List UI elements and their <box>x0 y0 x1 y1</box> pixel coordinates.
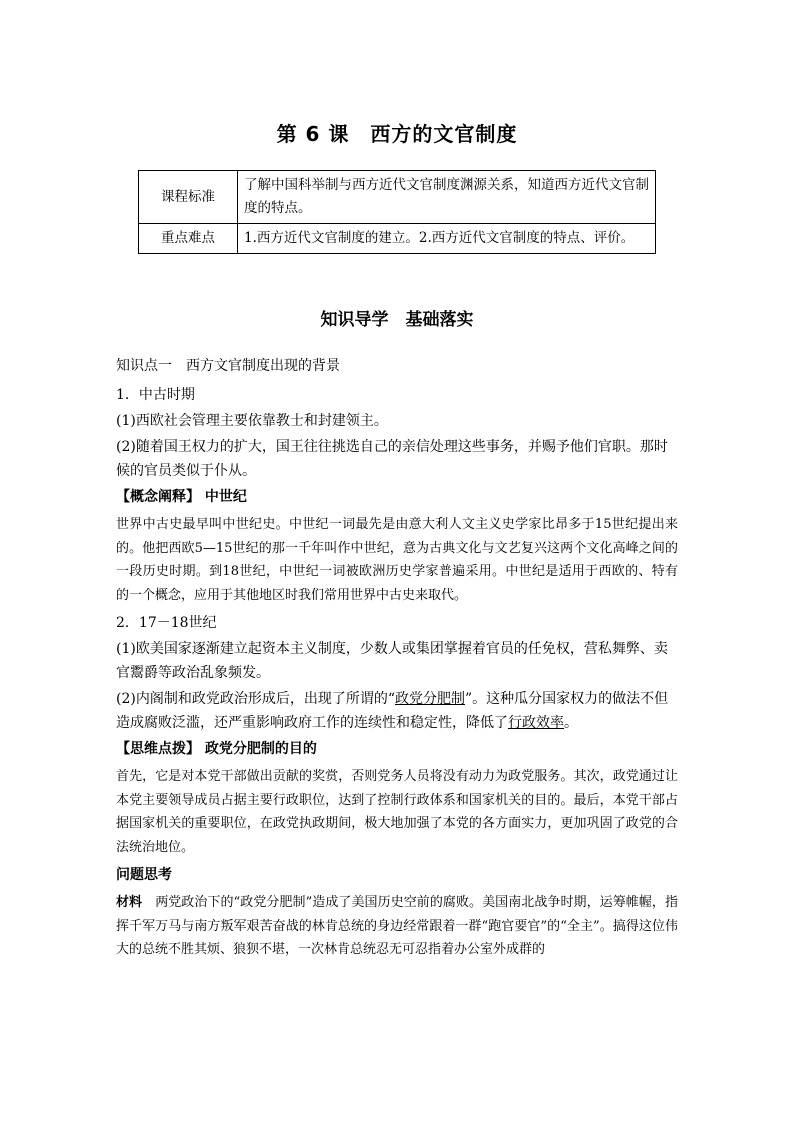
material-label: 材料 <box>116 895 143 910</box>
text-segment: ”。这种瓜分国家权力的做法不但造成腐败泛滥，还严重影响政府工作的连续性和稳定性，降低了 <box>116 691 669 731</box>
table-row <box>139 171 656 224</box>
table-value-cell: 1.西方近代文官制度的建立。2.西方近代文官制度的特点、评价。 <box>238 224 656 254</box>
thinking-tip-note: 首先，它是对本党干部做出贡献的奖赏，否则党务人员将没有动力为政党服务。其次，政党通过让本党主要领导成员占据主要行政职位，达到了控制行政体系和国家机关的目的。最后，本党干部占据国家机关的重要职位，在政党执政期间，极大地加强了本党的各方面实力，更加巩固了政党的合法统治地位。 <box>116 769 678 855</box>
question-heading: 问题思考 <box>116 867 172 883</box>
table-row <box>139 224 656 254</box>
text-segment: 。 <box>564 715 578 731</box>
thinking-tip-tag: 【思维点拨】 政党分肥制的目的 <box>116 741 317 757</box>
paragraph: (2)随着国王权力的扩大，国王往往挑选自己的亲信处理这些事务，并赐予他们官职。那时候的官员类似于仆从。 <box>116 439 668 479</box>
underlined-term: 政党分肥制 <box>395 691 465 707</box>
subheading-17-18-century: 2．17－18世纪 <box>116 615 217 631</box>
section-title: 知识导学 基础落实 <box>320 310 474 330</box>
text-segment: (2)内阁制和政党政治形成后，出现了所谓的“ <box>116 691 395 707</box>
material-note <box>116 891 678 962</box>
table-value-cell: 了解中国科举制与西方近代文官制度渊源关系，知道西方近代文官制度的特点。 <box>238 171 656 224</box>
lesson-title: 第 6 课 西方的文官制度 <box>276 122 518 146</box>
underlined-term: 行政效率 <box>508 715 564 731</box>
paragraph: (1)西欧社会管理主要依靠教士和封建领主。 <box>116 413 388 429</box>
material-text: 两党政治下的“政党分肥制”造成了美国历史空前的腐败。美国南北战争时期，运筹帷幄，指挥千军万马与南方叛军艰苦奋战的林肯总统的身边经常跟着一群“跑官要官”的“全主”。搞得这位伟大的总统不胜其烦、狼狈不堪，一次林肯总统忍无可忍指着办公室外成群的 <box>116 895 678 957</box>
main-content <box>116 354 678 966</box>
paragraph-spoils-system <box>116 687 678 735</box>
subheading-medieval: 1．中古时期 <box>116 387 195 403</box>
concept-tag: 【概念阐释】 中世纪 <box>116 489 247 505</box>
table-key-cell: 课程标准 <box>139 171 238 224</box>
concept-note: 世界中古史最早叫中世纪史。中世纪一词最先是由意大利人文主义史学家比昂多于15世纪提出来的。他把西欧5—15世纪的那一千年叫作中世纪，意为古典文化与文艺复兴这两个文化高峰之间的一段历史时期。到18世纪，中世纪一词被欧洲历史学家普遍采用。中世纪是适用于西欧的、特有的一个概念，应用于其他地区时我们常用世界中古史来取代。 <box>116 517 678 603</box>
curriculum-table <box>138 170 656 254</box>
table-key-cell: 重点难点 <box>139 224 238 254</box>
knowledge-point-heading: 知识点一 西方文官制度出现的背景 <box>116 358 340 374</box>
paragraph: (1)欧美国家逐渐建立起资本主义制度，少数人或集团掌握着官员的任免权，营私舞弊、卖官鬻爵等政治乱象频发。 <box>116 641 668 681</box>
